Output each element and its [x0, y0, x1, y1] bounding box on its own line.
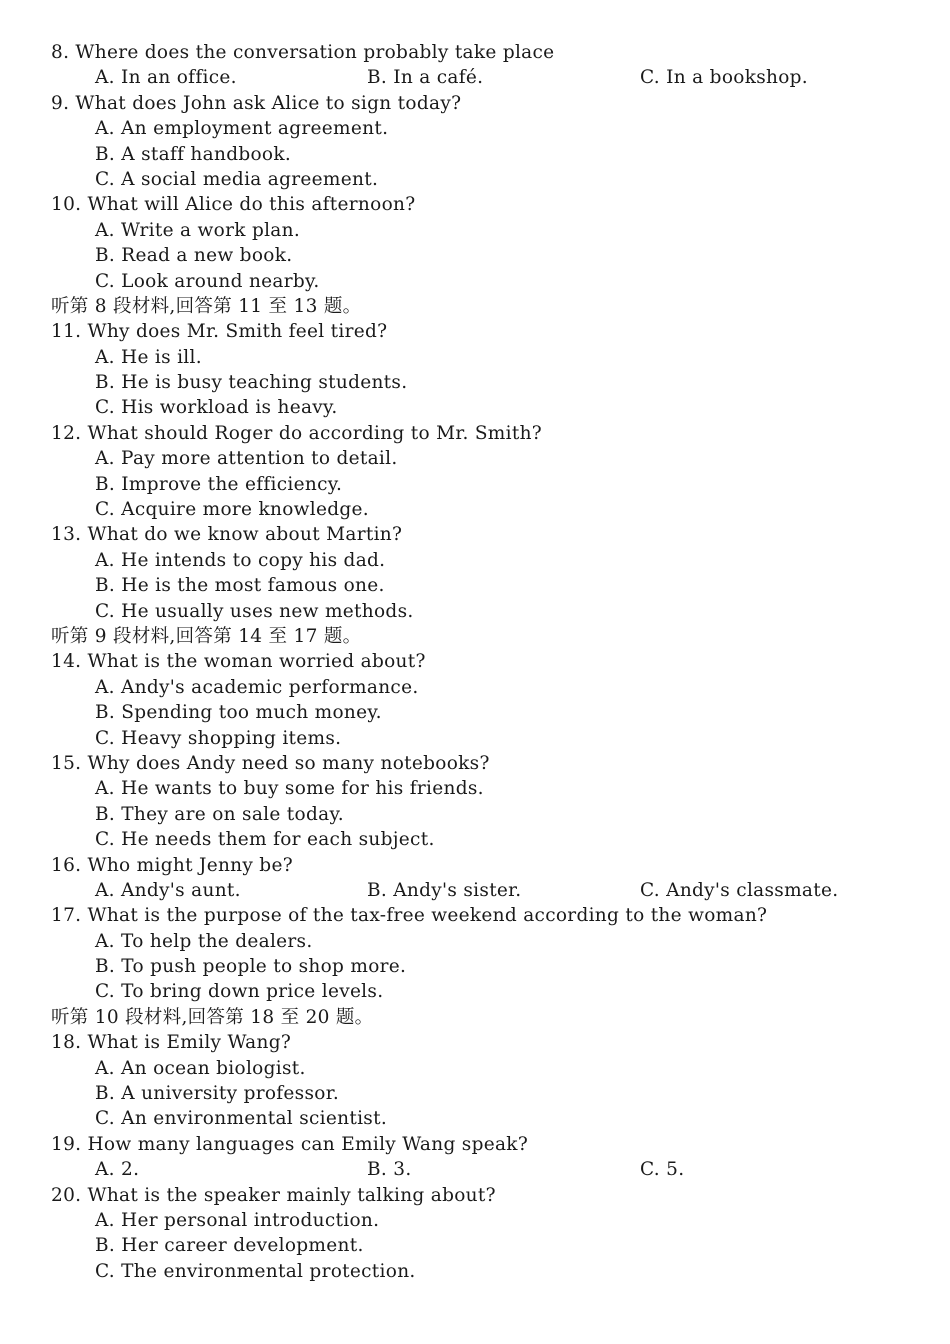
answer-option: C. Acquire more knowledge. — [95, 499, 369, 521]
exam-page — [0, 40, 950, 1284]
answer-option: C. He needs them for each subject. — [95, 829, 435, 851]
answer-option: C. A social media agreement. — [95, 168, 379, 190]
option-a: A. 2. — [95, 1159, 140, 1181]
answer-option: B. He is the most famous one. — [95, 575, 385, 597]
answer-option: A. He is ill. — [95, 346, 202, 368]
option-a: A. In an office. — [95, 67, 237, 89]
answer-option: A. Andy's academic performance. — [95, 676, 419, 698]
option-b: B. In a café. — [367, 67, 484, 89]
question-stem: 10. What will Alice do this afternoon? — [51, 194, 416, 216]
option-b: B. Andy's sister. — [367, 879, 522, 901]
answer-option: C. Look around nearby. — [95, 270, 320, 292]
option-row — [0, 65, 950, 90]
answer-option: C. To bring down price levels. — [95, 981, 384, 1003]
question-stem: 19. How many languages can Emily Wang speak? — [51, 1133, 529, 1155]
question-stem: 9. What does John ask Alice to sign today? — [51, 92, 462, 114]
question-stem: 17. What is the purpose of the tax-free weekend according to the woman? — [51, 905, 768, 927]
answer-option: A. To help the dealers. — [95, 930, 313, 952]
answer-option: C. The environmental protection. — [95, 1260, 416, 1282]
question-stem: 15. Why does Andy need so many notebooks? — [51, 752, 490, 774]
answer-option: B. A staff handbook. — [95, 143, 292, 165]
answer-option: B. To push people to shop more. — [95, 956, 407, 978]
question-stem: 13. What do we know about Martin? — [51, 524, 403, 546]
option-a: A. Andy's aunt. — [95, 879, 241, 901]
option-c: C. Andy's classmate. — [640, 879, 839, 901]
question-stem: 8. Where does the conversation probably take place — [51, 42, 555, 63]
answer-option: B. Her career development. — [95, 1235, 364, 1257]
question-stem: 20. What is the speaker mainly talking about? — [51, 1184, 496, 1206]
answer-option: C. An environmental scientist. — [95, 1108, 388, 1130]
answer-option: A. He intends to copy his dad. — [95, 549, 386, 571]
answer-option: A. He wants to buy some for his friends. — [95, 778, 484, 800]
answer-option: B. A university professor. — [95, 1083, 339, 1105]
answer-option: A. Pay more attention to detail. — [95, 448, 398, 470]
answer-option: C. Heavy shopping items. — [95, 727, 342, 749]
answer-option: B. Read a new book. — [95, 245, 293, 267]
answer-option: B. They are on sale today. — [95, 803, 344, 825]
option-row — [0, 878, 950, 903]
question-stem: 12. What should Roger do according to Mr. Smith? — [51, 422, 543, 444]
question-stem: 16. Who might Jenny be? — [51, 854, 293, 876]
section-instruction: 听第 8 段材料,回答第 11 至 13 题。 — [51, 295, 362, 317]
answer-option: C. He usually uses new methods. — [95, 600, 414, 622]
question-stem: 14. What is the woman worried about? — [51, 651, 426, 673]
section-instruction: 听第 9 段材料,回答第 14 至 17 题。 — [51, 625, 362, 647]
answer-option: C. His workload is heavy. — [95, 397, 338, 419]
answer-option: A. Her personal introduction. — [95, 1209, 380, 1231]
question-stem: 11. Why does Mr. Smith feel tired? — [51, 321, 388, 343]
option-b: B. 3. — [367, 1159, 412, 1181]
answer-option: B. He is busy teaching students. — [95, 372, 408, 394]
answer-option: B. Spending too much money. — [95, 702, 382, 724]
answer-option: A. Write a work plan. — [95, 219, 301, 241]
section-instruction: 听第 10 段材料,回答第 18 至 20 题。 — [51, 1006, 374, 1028]
answer-option: A. An ocean biologist. — [95, 1057, 306, 1079]
option-c: C. In a bookshop. — [640, 67, 808, 89]
answer-option: B. Improve the efficiency. — [95, 473, 343, 495]
option-row — [0, 1157, 950, 1182]
option-c: C. 5. — [640, 1159, 685, 1181]
question-stem: 18. What is Emily Wang? — [51, 1032, 292, 1054]
answer-option: A. An employment agreement. — [95, 118, 389, 140]
